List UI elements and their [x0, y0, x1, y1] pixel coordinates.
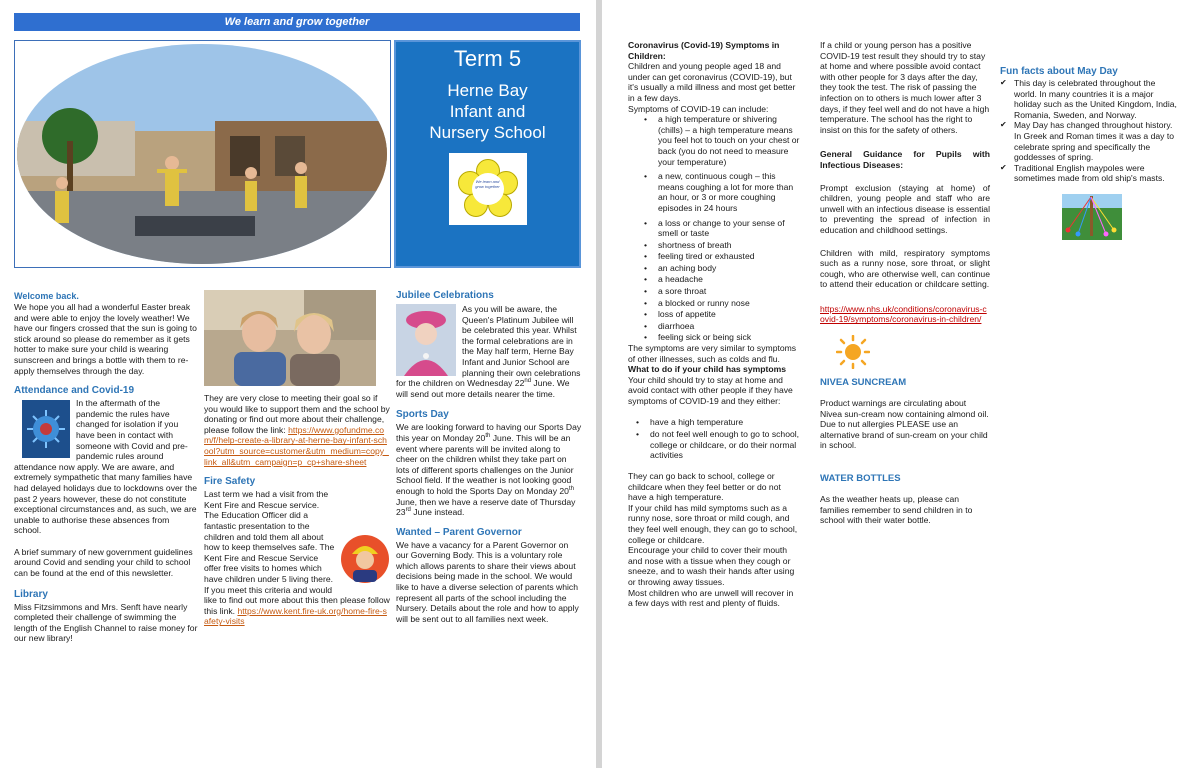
nivea-body: Product warnings are circulating about Nivea sun-cream now containing almond oil. Due to nut allergies PLEASE use an alternative brand of sun-cream on your child in school. [820, 398, 989, 451]
title-box [394, 40, 581, 268]
guidance-body-2: Children with mild, respiratory symptoms such as a runny nose, sore throat, or slight cough, who are otherwise well, can continue to attend their education or childcare setting. [820, 247, 990, 290]
fire-safety-section [204, 489, 390, 627]
guidance-heading: General Guidance for Pupils with Infectious Diseases: [820, 149, 990, 170]
library-heading: Library [14, 588, 48, 600]
sports-body-b: June. This will be an event where parents will be invited along to cheer on the children whilst they take part on lots of different sports challenges on the Junior School field. If the weather is not looking good enough to hold the Sports Day on Monday 20 [396, 432, 574, 496]
term-title: Term 5 [453, 46, 522, 71]
symptom-item: • a new, continuous cough – this means coughing a lot for more than an hour, or 3 or more coughing episodes in 24 hours [636, 171, 800, 213]
attendance-section [14, 398, 198, 536]
todo-item: • have a high temperature [628, 417, 800, 428]
covid-todo-list [628, 417, 800, 461]
covid-todo-body: Your child should try to stay at home and avoid contact with other people if they have symptoms of COVID-19 and they either: [628, 374, 793, 406]
mayday-heading: Fun facts about May Day [1000, 66, 1118, 77]
sports-sup-2: th [568, 486, 574, 493]
sports-sup-3: rd [405, 507, 411, 514]
symptom-item: • shortness of breath [636, 240, 800, 251]
school-logo-card [449, 153, 527, 225]
queen-photo [396, 304, 456, 376]
playground-photo [15, 41, 390, 267]
covid-symptoms-list [636, 114, 800, 343]
fire-safety-link[interactable]: https://www.kent.fire-uk.org/home-fire-safety-visits [204, 605, 387, 627]
sports-body-a: We are looking forward to having our Sports Day this year on Monday 20 [396, 422, 582, 443]
mayday-fact: ✔ May Day has changed throughout history. In Greek and Roman times it was a day to celebrate spring and specifically the goddesses of spring. [1000, 120, 1180, 162]
symptom-item: • a blocked or runny nose [636, 298, 800, 309]
sports-day-heading: Sports Day [396, 409, 449, 421]
attendance-heading: Attendance and Covid-19 [14, 385, 135, 397]
symptom-item: • a loss or change to your sense of smell or taste [636, 218, 800, 239]
nhs-link[interactable]: https://www.nhs.uk/conditions/coronavirus-covid-19/symptoms/coronavirus-in-children/ [820, 303, 987, 325]
mayday-fact: ✔ Traditional English maypoles were sometimes made from old ship's masts. [1000, 163, 1180, 184]
symptom-item: • a headache [636, 274, 800, 285]
library-continued-text: They are very close to meeting their goal so if you would like to support them and the school by donating or find out more about their challenge, please follow the link: [204, 393, 390, 435]
jubilee-section [396, 304, 582, 399]
jubilee-sup: nd [524, 378, 532, 385]
fire-safety-body: Last term we had a visit from the Kent Fire and Rescue service. The Education Officer did a fantastic presentation to the children and told them all about how to keep themselves safe. The Kent Fire and Rescue Service offer free visits to homes which have children under 5 living there. If you meet this criteria and would like to find out more about this then please follow this link. [204, 489, 390, 616]
newsletter-page-1 [0, 0, 596, 768]
jubilee-body-a: As you will be aware, the Queen's Platinum Jubilee will be celebrated this year. Whilst the formal celebrations are in the May half term, Herne Bay Infant and Junior School are planning their own celebrations for the children on Wednesday 22 [396, 304, 581, 389]
covid-return: They can go back to school, college or childcare when they feel better or do not have a high temperature. [628, 470, 781, 503]
firefighter-icon [340, 534, 390, 584]
sports-day-body [396, 422, 582, 517]
jubilee-heading: Jubilee Celebrations [396, 290, 494, 301]
water-bottles-body: As the weather heats up, please can families remember to send children in to school with their water bottle. [820, 494, 973, 526]
mayday-fact: ✔ This day is celebrated throughout the world. In many countries it is a major holiday such as the United Kingdom, India, Romania, Sweden, and Norway. [1000, 78, 1180, 120]
symptom-item: • diarrhoea [636, 321, 800, 332]
school-name-line-3: Nursery School [429, 123, 546, 142]
symptom-item: • feeling sick or being sick [636, 332, 800, 343]
school-name-line-2: Infant and [449, 102, 526, 121]
column-3 [396, 290, 582, 624]
symptom-item: • an aching body [636, 263, 800, 274]
teachers-photo [204, 290, 376, 386]
sports-sup-1: th [485, 433, 491, 440]
logo-text: We learn and grow together [475, 179, 500, 189]
attendance-summary: A brief summary of new government guidelines around Covid and sending your child to school can be found at the end of this newsletter. [14, 546, 193, 579]
gofundme-link[interactable]: https://www.gofundme.com/f/help-create-a-library-at-herne-bay-infant-school?utm_source=customer&utm_medium=copy_link_all&utm_campaign=p_cp+share-sheet [204, 424, 389, 467]
attendance-body: In the aftermath of the pandemic the rules have changed for isolation if you have been in contact with someone with Covid and pre-pandemic rules around attendance now apply. We are aware, and extremely sympathetic that many families have had delayed holidays due to lockdowns over the past 2 years however, these do not constitute exceptional circumstances and, as such, we are unable to authorise these absences from school. [14, 398, 197, 536]
fire-safety-heading: Fire Safety [204, 476, 256, 488]
guidance-column [820, 40, 990, 526]
covid-symptoms-label: Symptoms of COVID-19 can include: [628, 103, 769, 114]
covid-column [628, 40, 800, 609]
mayday-column [1000, 66, 1180, 240]
banner: We learn and grow together [14, 13, 580, 31]
covid-heading: Coronavirus (Covid-19) Symptoms in Children: [628, 40, 780, 61]
guidance-body-1: Prompt exclusion (staying at home) of children, young people and staff who are unwell with an infectious disease is essential to preventing the spread of infection in education and childhood settings. [820, 182, 990, 235]
covid-mild: If your child has mild symptoms such as a runny nose, sore throat or mild cough, and they feel well enough, they can go to school, college or childcare. [628, 502, 798, 545]
library-body: Miss Fitzsimmons and Mrs. Senft have nearly completed their challenge of swimming the length of the English Channel to raise money for our new library! [14, 601, 198, 644]
symptom-item: • a high temperature or shivering (chills) – a high temperature means you feel hot to touch on your chest or back (you do not need to measure your temperature) [636, 114, 800, 167]
covid-similar: The symptoms are very similar to symptoms of other illnesses, such as colds and flu. [628, 343, 797, 364]
column-2 [204, 290, 390, 627]
covid-todo-heading: What to do if your child has symptoms [628, 364, 787, 375]
todo-item: • do not feel well enough to go to school, college or childcare, or do their normal activities [628, 429, 800, 461]
column-1 [14, 290, 198, 644]
maypole-picture [1062, 194, 1122, 240]
sports-body-d: June instead. [410, 507, 465, 518]
welcome-heading: Welcome back. [14, 291, 79, 301]
jubilee-body-b: June. We will send out more details nearer the time. [396, 378, 570, 399]
parent-governor-heading: Wanted – Parent Governor [396, 526, 522, 538]
welcome-body: We hope you all had a wonderful Easter break and were able to enjoy the lovely weather! We have our fingers crossed that the sun is going to stick around so please do remember as it gets hotter to make sure your child is wearing sunscreen and brings a bottle with them to re-apply themselves through the day. [14, 302, 197, 376]
parent-governor-body: We have a vacancy for a Parent Governor on our Governing Body. This is a voluntary role which allows parents to share their views about decisions being made in the school. We would like to have a diverse selection of parents which represent all parts of the school including the Nursery. Details about the role and how to apply will be sent out to all families next week. [396, 539, 579, 624]
flower-logo-icon [458, 159, 518, 219]
newsletter-page-2 [602, 0, 1200, 768]
water-bottles-heading: WATER BOTTLES [820, 473, 901, 485]
coronavirus-icon [22, 400, 70, 458]
mayday-facts-list [1000, 78, 1180, 184]
covid-intro: Children and young people aged 18 and under can get coronavirus (COVID-19), but it's usually a mild illness and most get better in a few days. [628, 61, 796, 103]
school-name-line-1: Herne Bay [447, 81, 528, 100]
symptom-item: • feeling tired or exhausted [636, 251, 800, 262]
nivea-heading: NIVEA SUNCREAM [820, 377, 907, 389]
symptom-item: • loss of appetite [636, 309, 800, 320]
covid-recover: Most children who are unwell will recover in a few days with rest and plenty of fluids. [628, 587, 794, 609]
playground-photo-frame [14, 40, 391, 268]
covid-positive: If a child or young person has a positive COVID-19 test result they should try to stay at home and where possible avoid contact with other people for 3 days after the day, they took the test. The risk of passing the infection on to others is much lower after 3 days, if they feel well and do not have a high temperature. The school has the right to insist on this for the safety of others. [820, 40, 990, 135]
sun-icon [836, 335, 870, 369]
covid-encourage: Encourage your child to cover their mouth and nose with a tissue when they cough or sneeze, and to wash their hands after using or throwing away tissues. [628, 545, 795, 587]
symptom-item: • a sore throat [636, 286, 800, 297]
library-continued [204, 393, 390, 467]
sports-body-c: June, then we have a reserve date of Thursday 23 [396, 496, 576, 518]
